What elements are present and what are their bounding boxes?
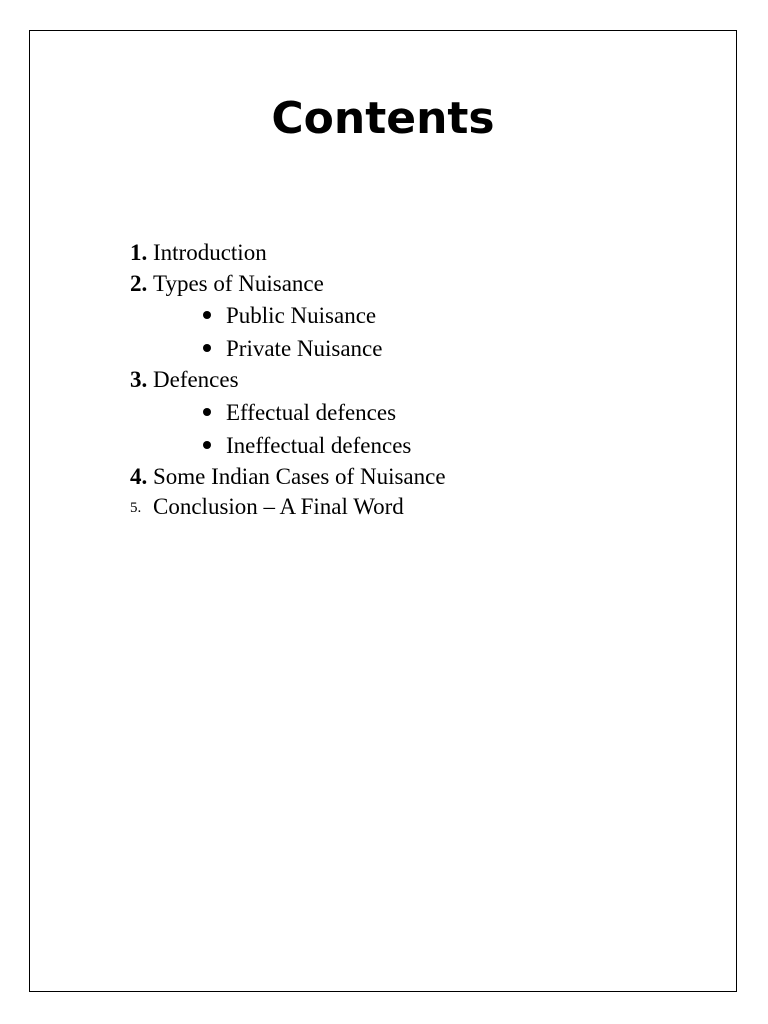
toc-item-label: Some Indian Cases of Nuisance xyxy=(153,463,446,489)
toc-item-number: 5. xyxy=(130,500,142,516)
toc-item-number: 4. xyxy=(130,463,148,489)
toc-item-label: Types of Nuisance xyxy=(153,270,324,296)
toc-item-number: 1. xyxy=(130,240,148,265)
bullet-icon xyxy=(203,408,211,416)
toc-subitem-label: Public Nuisance xyxy=(226,303,377,328)
toc-item-label: Defences xyxy=(153,367,239,392)
toc-item-number: 2. xyxy=(130,270,148,296)
bullet-icon xyxy=(203,311,211,319)
toc-item-label: Introduction xyxy=(153,240,267,265)
toc-subitem-label: Effectual defences xyxy=(226,399,397,425)
bullet-icon xyxy=(203,344,211,352)
page-title: Contents xyxy=(271,93,495,144)
toc-subitem-label: Private Nuisance xyxy=(226,336,383,361)
toc-item-number: 3. xyxy=(130,367,148,392)
toc-item-label: Conclusion – A Final Word xyxy=(153,494,404,519)
bullet-icon xyxy=(203,441,211,449)
document-page xyxy=(29,30,737,992)
toc-subitem-label: Ineffectual defences xyxy=(226,432,412,458)
